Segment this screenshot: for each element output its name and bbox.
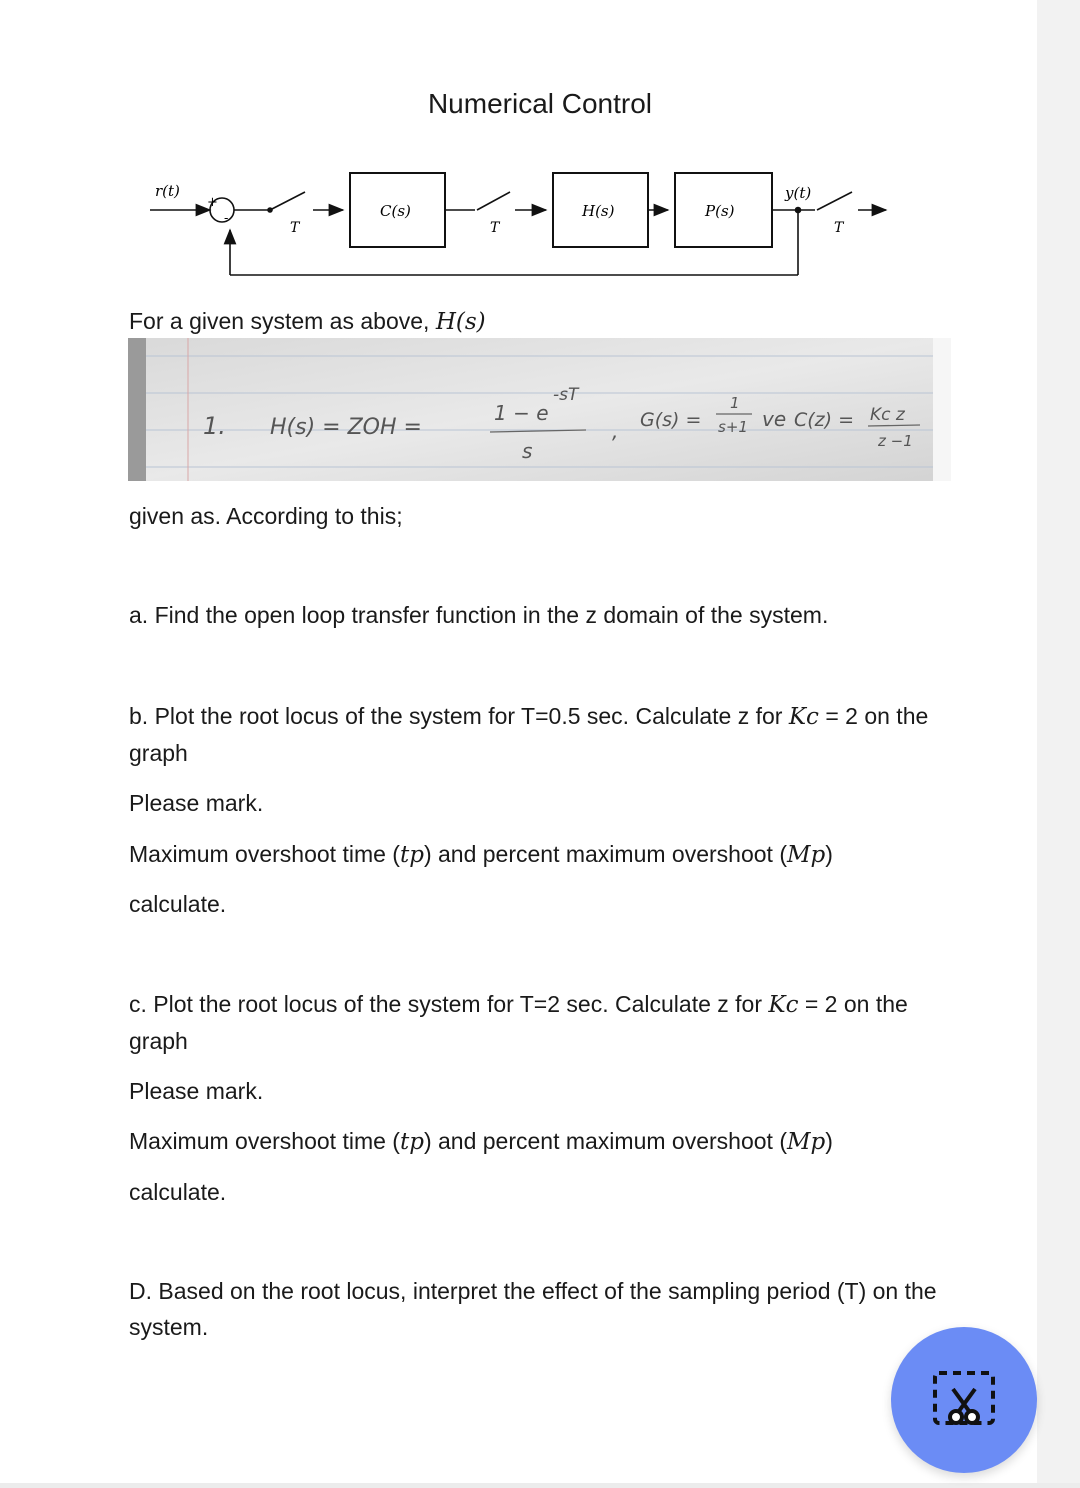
hw-comma: ,: [612, 419, 619, 443]
question-c: c. Plot the root locus of the system for T=2 sec. Calculate z for Kc = 2 on the graph: [129, 991, 908, 1054]
block-diagram: [0, 170, 1080, 290]
question-b-max: Maximum overshoot time (tp) and percent maximum overshoot (Mp): [129, 841, 833, 868]
hw-c-numerator: Kc z: [870, 405, 905, 425]
question-d: D. Based on the root locus, interpret the effect of the sampling period (T) on the system.: [129, 1278, 937, 1340]
block-p-label: P(s): [705, 202, 735, 220]
hw-h-denominator: s: [522, 439, 533, 463]
hw-c-denominator: z −1: [878, 432, 913, 450]
hw-g-lhs: G(s) =: [640, 409, 702, 431]
hw-g-numerator: 1: [730, 394, 740, 412]
given-text: given as. According to this;: [129, 503, 403, 529]
question-c-calc: calculate.: [129, 1179, 227, 1205]
intro-line: For a given system as above, H(s): [129, 308, 486, 335]
screenshot-fab-button[interactable]: [891, 1327, 1037, 1473]
intro-math: H(s): [435, 309, 486, 335]
sampler-2-label: T: [490, 220, 500, 236]
hw-h-numerator: 1 − e: [494, 401, 549, 425]
hw-item-number: 1.: [203, 412, 226, 440]
block-c-label: C(s): [380, 202, 411, 220]
question-a: a. Find the open loop transfer function in the z domain of the system.: [129, 602, 829, 628]
hw-g-denominator: s+1: [718, 418, 748, 436]
sum-minus-sign: -: [224, 211, 229, 226]
hw-h-lhs: H(s) = ZOH =: [270, 415, 422, 440]
screenshot-scissors-icon: [929, 1365, 999, 1435]
block-h-label: H(s): [582, 202, 615, 220]
question-b-mark: Please mark.: [129, 790, 264, 816]
hw-c-lhs: C(z) =: [794, 409, 855, 431]
question-b: b. Plot the root locus of the system for T=0.5 sec. Calculate z for Kc = 2 on the graph: [129, 703, 929, 766]
hw-h-exponent: -sT: [553, 385, 579, 405]
sampler-1-label: T: [290, 220, 300, 236]
input-label: r(t): [155, 182, 180, 200]
page-title: Numerical Control: [427, 88, 653, 119]
question-b-calc: calculate.: [129, 891, 227, 917]
sampler-3-label: T: [834, 220, 844, 236]
handwritten-formula-image: [128, 338, 951, 481]
output-label: y(t): [785, 184, 812, 202]
hw-ve: ve: [762, 407, 787, 431]
question-c-mark: Please mark.: [129, 1078, 264, 1104]
page-bottom-edge: [0, 1483, 1080, 1488]
question-c-max: Maximum overshoot time (tp) and percent maximum overshoot (Mp): [129, 1128, 833, 1155]
sum-plus-sign: +: [207, 195, 218, 210]
